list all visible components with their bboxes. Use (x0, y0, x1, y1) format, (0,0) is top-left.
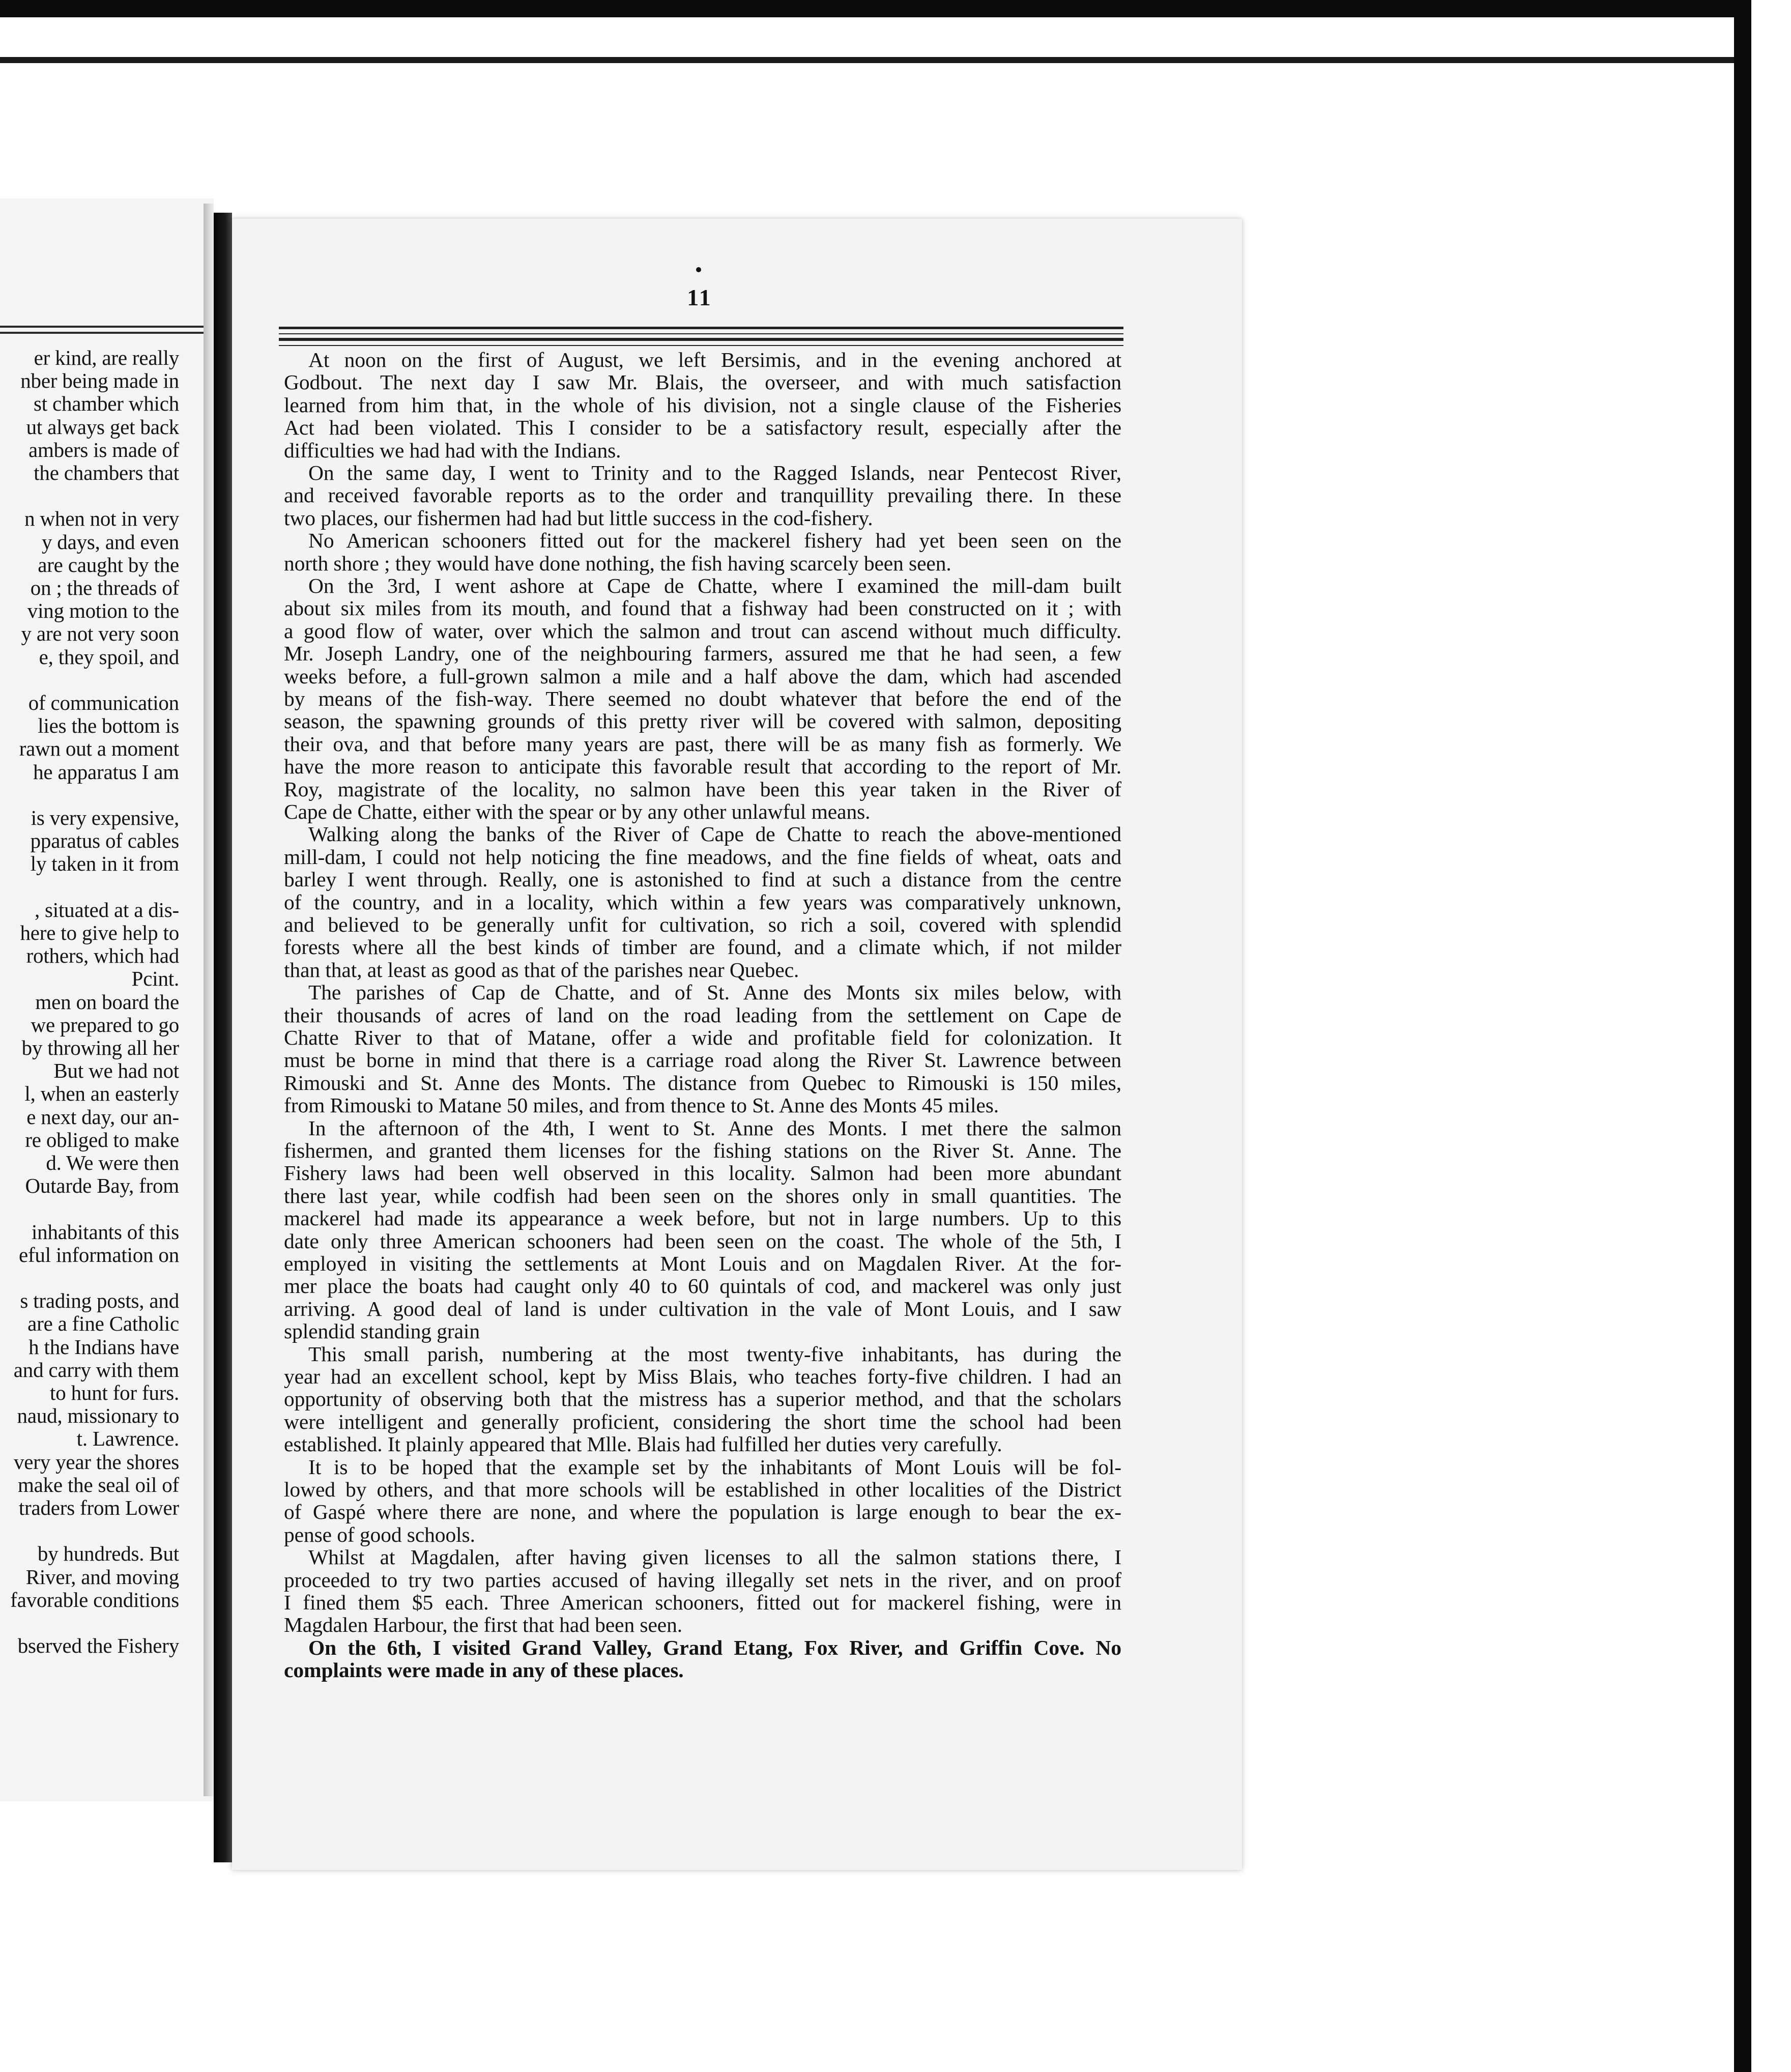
header-rule-thick (279, 327, 1123, 329)
body-line: learned from him that, in the whole of his division, not a single clause of the Fisheries (284, 393, 1121, 417)
body-line: two places, our fishermen had had but little success in the cod-fishery. (284, 506, 873, 530)
body-line: and believed to be generally unfit for cultivation, so rich a soil, covered with splendid (284, 913, 1121, 936)
body-line: must be borne in mind that there is a carriage road along the River St. Lawrence between (284, 1048, 1121, 1072)
body-line: Cape de Chatte, either with the spear or by any other unlawful means. (284, 800, 871, 823)
body-line: Walking along the banks of the River of Cape de Chatte to reach the above-mentioned (308, 822, 1121, 846)
body-line: north shore ; they would have done nothing, the fish having scarcely been seen. (284, 551, 951, 575)
body-line: I fined them $5 each. Three American schooners, fitted out for mackerel fishing, were in (284, 1591, 1121, 1614)
left-page-line: traders from Lower (18, 1496, 179, 1519)
body-line: employed in visiting the settlements at Mont Louis and on Magdalen River. At the for- (284, 1252, 1121, 1275)
left-page-line: y are not very soon (21, 622, 179, 646)
left-page-line: er kind, are really (34, 346, 179, 369)
left-page-line: are caught by the (38, 553, 179, 577)
left-page-line: e next day, our an- (26, 1105, 179, 1129)
body-line: weeks before, a full-grown salmon a mile and a half above the dam, which had ascended (284, 664, 1121, 688)
body-line: It is to be hoped that the example set by the inhabitants of Mont Louis will be fol- (308, 1455, 1121, 1479)
body-line: than that, at least as good as that of the parishes near Quebec. (284, 958, 799, 982)
left-page-line: ut always get back (26, 415, 179, 439)
left-page-rule (0, 326, 204, 328)
body-line: lowed by others, and that more schools will be established in other localities of the District (284, 1478, 1121, 1501)
body-line: by means of the fish-way. There seemed no doubt whatever that before the end of the (284, 687, 1121, 710)
body-line: forests where all the best kinds of timber are found, and a climate which, if not milder (284, 935, 1121, 959)
left-page-line: bserved the Fishery (17, 1634, 179, 1658)
body-line: have the more reason to anticipate this favorable result that according to the report of Mr. (284, 755, 1121, 779)
left-page-line: s trading posts, and (20, 1289, 179, 1313)
left-page-line: re obliged to make (25, 1128, 179, 1152)
left-page-line: ving motion to the (27, 599, 179, 623)
page-number: 11 (687, 284, 712, 310)
left-page-line: l, when an easterly (24, 1082, 179, 1106)
left-page-line: n when not in very (24, 507, 179, 531)
body-line: On the 3rd, I went ashore at Cape de Chatte, where I examined the mill-dam built (308, 574, 1121, 597)
page-dot (696, 267, 701, 272)
left-page-line: we prepared to go (31, 1013, 179, 1037)
body-line: mer place the boats had caught only 40 to 60 quintals of cod, and mackerel was only just (284, 1274, 1121, 1298)
body-line: complaints were made in any of these places. (284, 1658, 684, 1682)
body-line: splendid standing grain (284, 1319, 480, 1343)
body-line: of Gaspé where there are none, and where the population is large enough to bear the ex- (284, 1500, 1121, 1524)
left-page-line: But we had not (53, 1059, 179, 1083)
body-line: their thousands of acres of land on the road leading from the settlement on Cape de (284, 1003, 1121, 1027)
body-line: In the afternoon of the 4th, I went to St. Anne des Monts. I met there the salmon (308, 1116, 1121, 1140)
body-line: of the country, and in a locality, which within a few years was comparatively unknown, (284, 890, 1121, 914)
page-gutter-shadow (204, 204, 214, 1796)
body-line: mackerel had made its appearance a week before, but not in large numbers. Up to this (284, 1206, 1121, 1230)
left-page-line: rothers, which had (26, 944, 179, 968)
left-page-line: h the Indians have (28, 1335, 179, 1359)
body-line: Whilst at Magdalen, after having given licenses to all the salmon stations there, I (308, 1545, 1121, 1569)
left-page-line: and carry with them (13, 1358, 179, 1382)
left-page-line: st chamber which (34, 392, 179, 416)
left-page-line: to hunt for furs. (50, 1381, 179, 1404)
body-line: The parishes of Cap de Chatte, and of St. Anne des Monts six miles below, with (308, 981, 1121, 1004)
body-line: their ova, and that before many years are past, there will be as many fish as formerly. We (284, 732, 1121, 756)
scan-right-border (1734, 0, 1751, 2072)
header-rule-thick (279, 338, 1123, 341)
left-page-line: ly taken in it from (30, 852, 179, 876)
left-page-line: eful information on (18, 1243, 179, 1267)
left-page-line: by hundreds. But (37, 1542, 179, 1566)
body-line: Rimouski and St. Anne des Monts. The distance from Quebec to Rimouski is 150 miles, (284, 1071, 1121, 1095)
left-page-line: d. We were then (46, 1151, 179, 1174)
body-line: pense of good schools. (284, 1522, 475, 1546)
body-line: mill-dam, I could not help noticing the fine meadows, and the fine fields of wheat, oats and (284, 845, 1121, 869)
left-page-line: the chambers that (34, 461, 179, 484)
left-page-line: he apparatus I am (33, 760, 179, 784)
left-page-line: t. Lawrence. (76, 1427, 179, 1451)
left-page-line: are a fine Catholic (27, 1312, 179, 1336)
left-page-line: favorable conditions (10, 1588, 179, 1611)
body-line: fishermen, and granted them licenses for the fishing stations on the River St. Anne. The (284, 1139, 1121, 1162)
left-page-line: nber being made in (20, 369, 179, 393)
body-line: Roy, magistrate of the locality, no salmon have been this year taken in the River of (284, 777, 1121, 801)
header-rule-thin (279, 333, 1123, 334)
left-page-line: lies the bottom is (38, 714, 179, 738)
left-page-line: men on board the (35, 990, 179, 1014)
left-page-line: pparatus of cables (30, 829, 179, 853)
left-page-line: , situated at a dis- (34, 898, 179, 922)
body-line: opportunity of observing both that the mistress has a superior method, and that the scholars (284, 1387, 1121, 1411)
left-page-line: here to give help to (20, 921, 179, 944)
scan-top-border-line (0, 57, 1751, 63)
left-page-fragment (0, 198, 214, 1801)
body-line: No American schooners fitted out for the mackerel fishery had yet been seen on the (308, 529, 1121, 553)
left-page-line: by throwing all her (21, 1036, 179, 1059)
left-page-rule (0, 332, 204, 334)
body-line: proceeded to try two parties accused of having illegally set nets in the river, and on proof (284, 1568, 1121, 1592)
left-page-line: make the seal oil of (17, 1473, 179, 1497)
body-line: about six miles from its mouth, and found that a fishway had been constructed on it ; with (284, 596, 1121, 620)
body-line: date only three American schooners had been seen on the coast. The whole of the 5th, I (284, 1229, 1121, 1253)
left-page-line: e, they spoil, and (39, 645, 179, 669)
body-line: from Rimouski to Matane 50 miles, and from thence to St. Anne des Monts 45 miles. (284, 1093, 999, 1117)
header-rule-thin (279, 345, 1123, 346)
body-line: Act had been violated. This I consider to be a satisfactory result, especially after the (284, 416, 1121, 440)
body-line: were intelligent and generally proficient, considering the short time the school had been (284, 1409, 1121, 1433)
body-line: Fishery laws had been well observed in this locality. Salmon had been more abundant (284, 1161, 1121, 1185)
body-line: barley I went through. Really, one is astonished to find at such a distance from the centre (284, 868, 1121, 891)
left-page-line: Outarde Bay, from (25, 1174, 179, 1198)
body-line: and received favorable reports as to the order and tranquillity prevailing there. In these (284, 483, 1121, 507)
body-line: Magdalen Harbour, the first that had been seen. (284, 1613, 683, 1637)
left-page-line: y days, and even (41, 530, 179, 554)
left-page-line: of communication (28, 691, 179, 714)
body-line: a good flow of water, over which the salmon and trout can ascend without much difficulty. (284, 619, 1121, 643)
book-spine (214, 213, 232, 1862)
left-page-line: Pcint. (131, 967, 179, 991)
body-line: season, the spawning grounds of this pretty river will be covered with salmon, depositing (284, 709, 1121, 733)
body-line: arriving. A good deal of land is under cultivation in the vale of Mont Louis, and I saw (284, 1297, 1121, 1320)
body-line: On the same day, I went to Trinity and to the Ragged Islands, near Pentecost River, (308, 461, 1121, 484)
body-line: there last year, while codfish had been seen on the shores only in small quantities. The (284, 1184, 1121, 1207)
left-page-line: is very expensive, (31, 806, 179, 829)
left-page-line: rawn out a moment (19, 737, 179, 761)
body-line: Mr. Joseph Landry, one of the neighbouring farmers, assured me that he had seen, a few (284, 642, 1121, 666)
body-line: At noon on the first of August, we left Bersimis, and in the evening anchored at (308, 348, 1121, 371)
left-page-line: naud, missionary to (17, 1404, 179, 1428)
body-line: On the 6th, I visited Grand Valley, Grand Etang, Fox River, and Griffin Cove. No (308, 1635, 1121, 1659)
body-line: This small parish, numbering at the most twenty-five inhabitants, has during the (308, 1342, 1121, 1366)
body-line: Godbout. The next day I saw Mr. Blais, the overseer, and with much satisfaction (284, 370, 1121, 394)
left-page-line: River, and moving (25, 1565, 179, 1589)
body-line: established. It plainly appeared that Mlle. Blais had fulfilled her duties very carefully. (284, 1432, 1002, 1456)
left-page-line: inhabitants of this (31, 1220, 179, 1244)
body-line: year had an excellent school, kept by Miss Blais, who teaches forty-five children. I had an (284, 1365, 1121, 1388)
left-page-line: ambers is made of (28, 438, 179, 462)
body-line: difficulties we had had with the Indians. (284, 438, 621, 462)
scan-top-border (0, 0, 1751, 17)
left-page-line: on ; the threads of (30, 576, 179, 599)
left-page-line: very year the shores (13, 1450, 179, 1474)
body-line: Chatte River to that of Matane, offer a wide and profitable field for colonization. It (284, 1026, 1121, 1049)
